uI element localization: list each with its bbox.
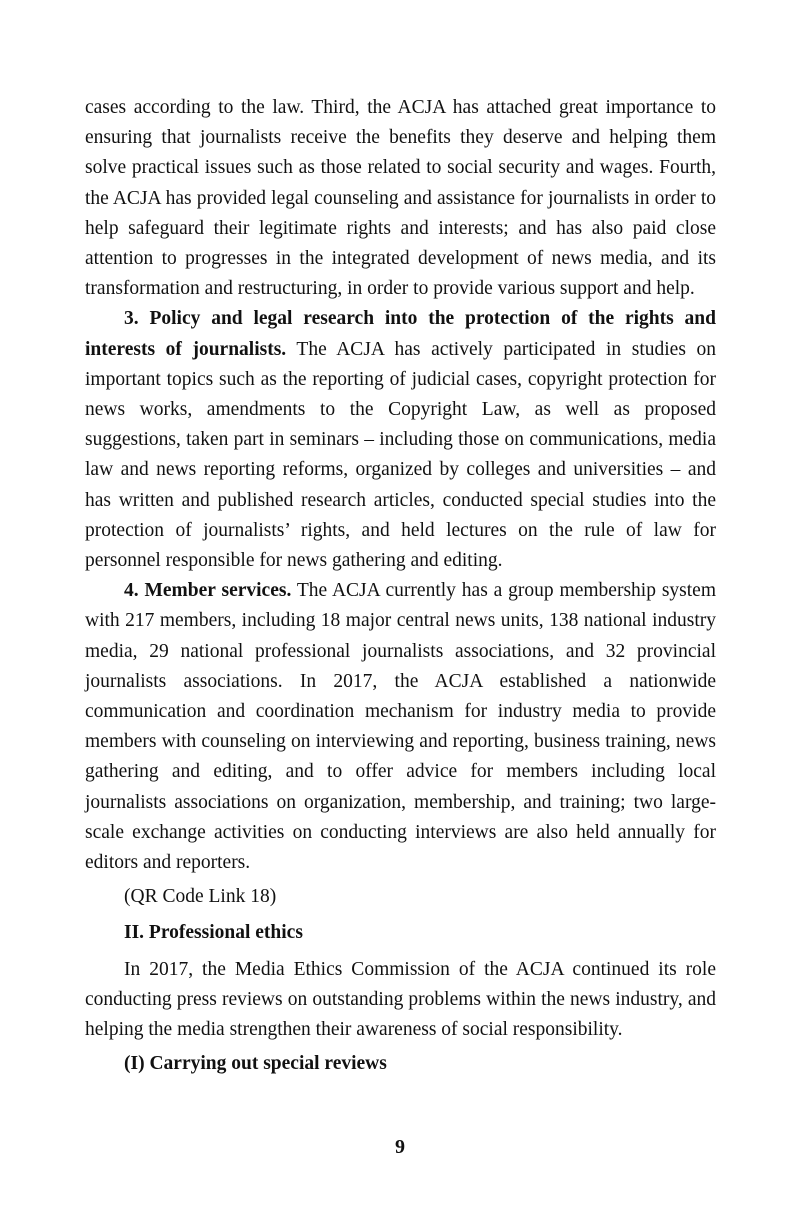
page-number: 9 [395,1136,405,1158]
page-body [85,93,716,1080]
paragraph-continuation: cases according to the law. Third, the ACJA has attached great importance to ensuring that journalists receive the benefits they deserve and helping them solve practical issues such as those related to social security and wages. Fourth, the ACJA has provided legal counseling and assistance for journalists in order to help safeguard their legitimate rights and interests; and has also paid close attention to progresses in the integrated development of news media, and its transformation and restructuring, in order to provide various support and help. [85,97,716,300]
text-policy-research: The ACJA has actively participated in studies on important topics such as the reporting of judicial cases, copyright protection for news works, amendments to the Copyright Law, as well as proposed suggestions, taken part in seminars – including those on communications, media law and news reporting reforms, organized by colleges and universities – and has written and published research articles, conducted special studies into the protection of journalists’ rights, and held lectures on the rule of law for personnel responsible for news gathering and editing. [85,338,716,572]
section-heading-text: II. Professional ethics [124,922,303,944]
qr-code-link: (QR Code Link 18) [124,886,277,908]
heading-policy-research: 3. Policy and legal research into the protection of the rights and interests of journalists. [85,308,716,360]
paragraph-member-services [85,576,716,878]
subsection-heading [85,1049,716,1079]
heading-member-services: 4. Member services. [124,580,292,602]
paragraph-ethics-commission: In 2017, the Media Ethics Commission of the ACJA continued its role conducting press reviews on outstanding problems within the news industry, and helping the media strengthen their awareness of social responsibility. [85,958,716,1041]
subsection-heading-text: (I) Carrying out special reviews [124,1053,387,1075]
text-member-services: The ACJA currently has a group membership system with 217 members, including 18 major central news units, 138 national industry media, 29 national professional journalists associations, and 32 provincial journalists associations. In 2017, the ACJA established a nationwide communication and coordination mechanism for industry media to provide members with counseling on interviewing and reporting, business training, news gathering and editing, and to offer advice for members including local journalists associations on organization, membership, and training; two large-scale exchange activities on conducting interviews are also held annually for editors and reporters. [85,580,716,874]
section-heading [85,918,716,948]
paragraph-policy-research [85,304,716,576]
